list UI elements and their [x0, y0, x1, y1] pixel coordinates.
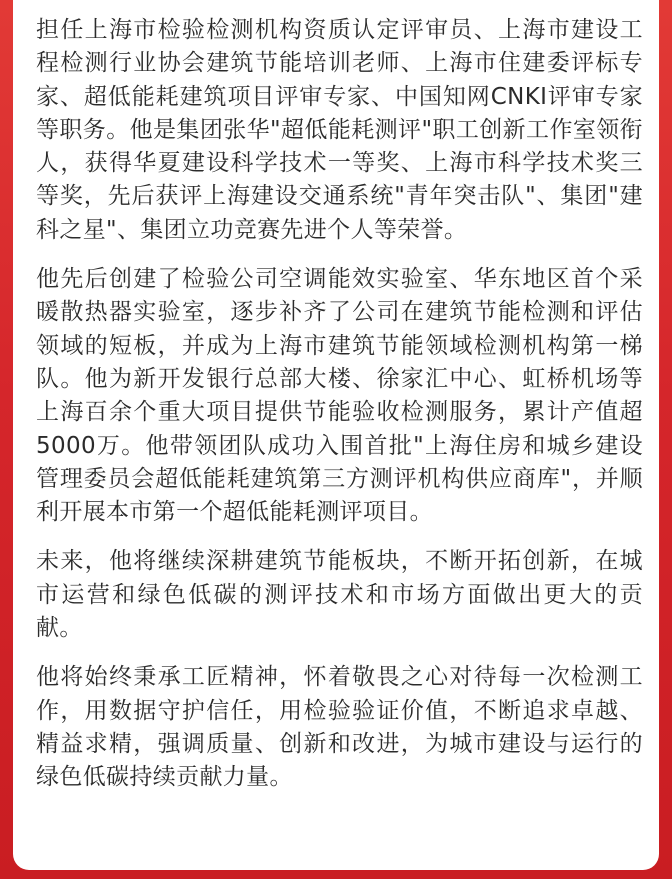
paragraph-commitment: 他将始终秉承工匠精神，怀着敬畏之心对待每一次检测工作，用数据守护信任，用检验验证价值，不断追求卓越、精益求精，强调质量、创新和改进，为城市建设与运行的绿色低碳持续贡献力量。 [36, 664, 643, 791]
paragraph-achievements: 他先后创建了检验公司空调能效实验室、华东地区首个采暖散热器实验室，逐步补齐了公司在建筑节能检测和评估领域的短板，并成为上海市建筑节能领域检测机构第一梯队。他为新开发银行总部大楼、徐家汇中心、虹桥机场等上海百余个重大项目提供节能验收检测服务，累计产值超5000万。他带领团队成功入围首批"上海住房和城乡建设管理委员会超低能耗建筑第三方测评机构供应商库"，并顺利开展本市第一个超低能耗测评项目。 [36, 266, 643, 526]
paragraph-future: 未来，他将继续深耕建筑节能板块，不断开拓创新，在城市运营和绿色低碳的测评技术和市场方面做出更大的贡献。 [36, 548, 643, 642]
paragraph-credentials: 担任上海市检验检测机构资质认定评审员、上海市建设工程检测行业协会建筑节能培训老师、上海市住建委评标专家、超低能耗建筑项目评审专家、中国知网CNKI评审专家等职务。他是集团张华"超低能耗测评"职工创新工作室领衔人，获得华夏建设科学技术一等奖、上海市科学技术奖三等奖，先后获评上海建设交通系统"青年突击队"、集团"建科之星"、集团立功竞赛先进个人等荣誉。 [36, 17, 643, 243]
article-card [13, 0, 659, 870]
